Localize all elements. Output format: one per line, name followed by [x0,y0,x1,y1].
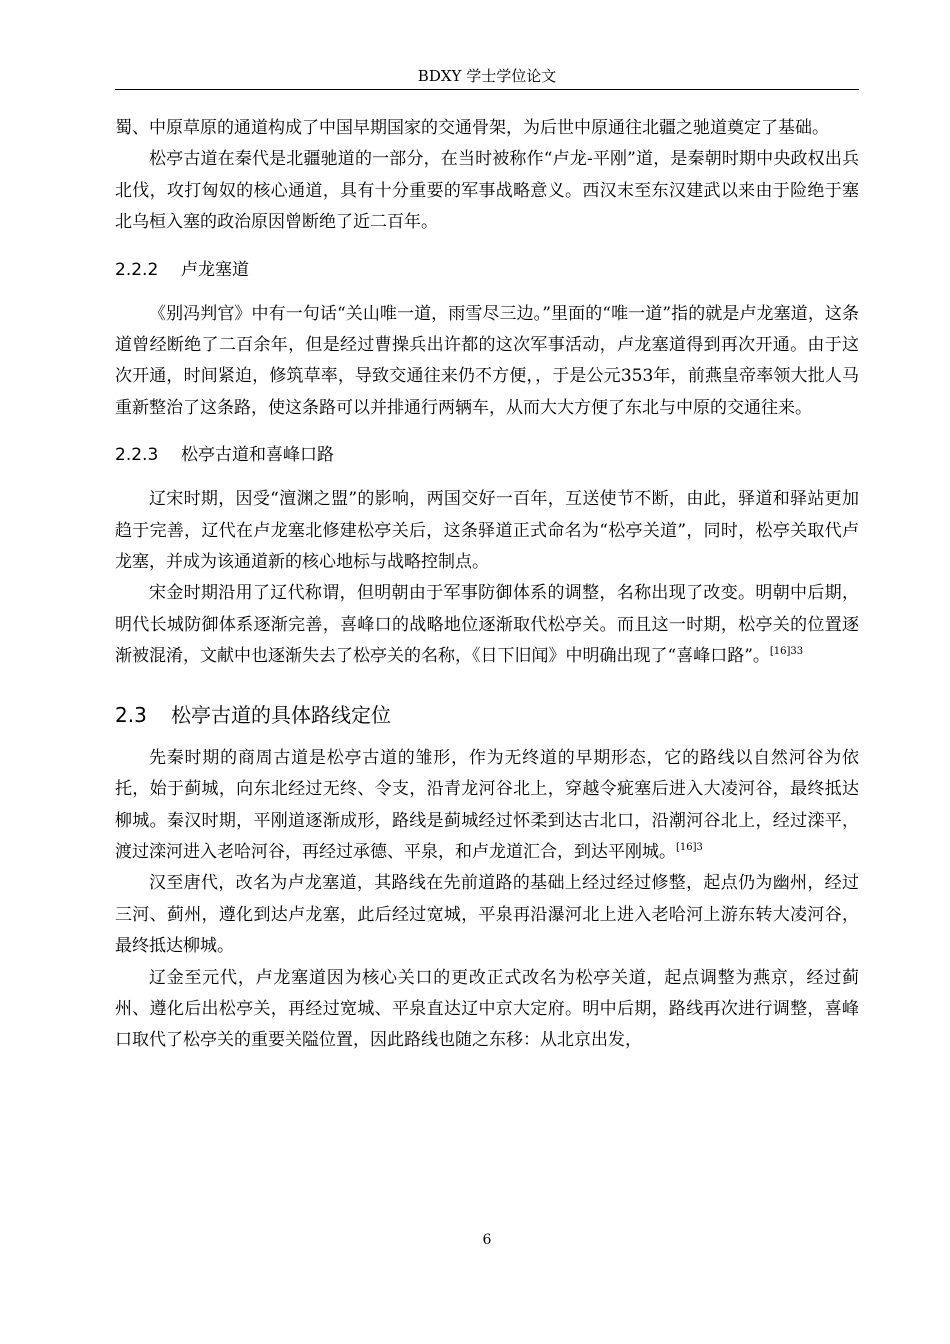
section-number: 2.2.2 [115,259,159,280]
section-number: 2.2.3 [115,445,159,466]
page-body [115,113,859,1057]
section-heading-2-3 [115,700,859,730]
section-title: 松亭古道和喜峰口路 [181,445,334,466]
paragraph-6-text: 先秦时期的商周古道是松亭古道的雏形，作为无终道的早期形态，它的路线以自然河谷为依托，始于蓟城，向东北经过无终、令支，沿青龙河谷北上，穿越令疵塞后进入大凌河谷，最终抵达柳城。秦汉时期，平刚道逐渐成形，路线是蓟城经过怀柔到达古北口，沿潮河谷北上，经过滦平，渡过滦河进入老哈河谷，再经过承德、平泉，和卢龙道汇合，到达平刚城。 [115,747,859,862]
paragraph-7: 汉至唐代，改名为卢龙塞道，其路线在先前道路的基础上经过经过修整，起点仍为幽州，经过三河、蓟州，遵化到达卢龙塞，此后经过宽城，平泉再沿瀑河北上进入老哈河上游东转大凌河谷，最终抵达柳城。 [115,873,859,957]
paragraph-4: 辽宋时期，因受“澶渊之盟”的影响，两国交好一百年，互送使节不断，由此，驿道和驿站更加趋于完善，辽代在卢龙塞北修建松亭关后，这条驿道正式命名为“松亭关道”，同时，松亭关取代卢龙塞，并成为该通道新的核心地标与战略控制点。 [115,489,859,573]
page-number: 6 [482,1232,492,1248]
paragraph-1: 蜀、中原草原的通道构成了中国早期国家的交通骨架，为后世中原通往北疆之驰道奠定了基础。 [115,118,829,138]
paragraph-5 [115,578,859,672]
section-title: 卢龙塞道 [181,259,249,280]
section-title: 松亭古道的具体路线定位 [171,702,391,727]
running-header: BDXY 学士学位论文 [417,67,557,85]
paragraph-2: 松亭古道在秦代是北疆驰道的一部分，在当时被称作“卢龙-平刚”道，是秦朝时期中央政权出兵北伐，攻打匈奴的核心通道，具有十分重要的军事战略意义。西汉末至东汉建武以来由于险绝于塞北乌桓入塞的政治原因曾断绝了近二百年。 [115,149,859,233]
paragraph-5-text: 宋金时期沿用了辽代称谓，但明朝由于军事防御体系的调整，名称出现了改变。明朝中后期，明代长城防御体系逐渐完善，喜峰口的战略地位逐渐取代松亭关。而且这一时期，松亭关的位置逐渐被混淆，文献中也逐渐失去了松亭关的名称，《日下旧闻》中明确出现了“喜峰口路”。 [115,583,859,667]
section-heading-2-2-2 [115,257,859,283]
citation-ref: [16]33 [769,646,804,658]
paragraph-8: 辽金至元代，卢龙塞道因为核心关口的更改正式改名为松亭关道，起点调整为燕京，经过蓟州、遵化后出松亭关，再经过宽城、平泉直达辽中京大定府。明中后期，路线再次进行调整，喜峰口取代了松亭关的重要关隘位置，因此路线也随之东移：从北京出发， [115,967,859,1051]
header-rule [115,89,859,90]
paragraph-3: 《别冯判官》中有一句话“关山唯一道，雨雪尽三边。”里面的“唯一道”指的就是卢龙塞道，这条道曾经断绝了二百余年，但是经过曹操兵出许都的这次军事活动，卢龙塞道得到再次开通。由于这次开通，时间紧迫，修筑草率，导致交通往来仍不方便，，于是公元353年，前燕皇帝率领大批人马重新整治了这条路，使这条路可以并排通行两辆车，从而大大方便了东北与中原的交通往来。 [115,303,859,418]
section-heading-2-2-3 [115,442,859,468]
paragraph-6 [115,743,859,869]
citation-ref: [16]3 [676,841,703,853]
section-number: 2.3 [115,702,147,727]
